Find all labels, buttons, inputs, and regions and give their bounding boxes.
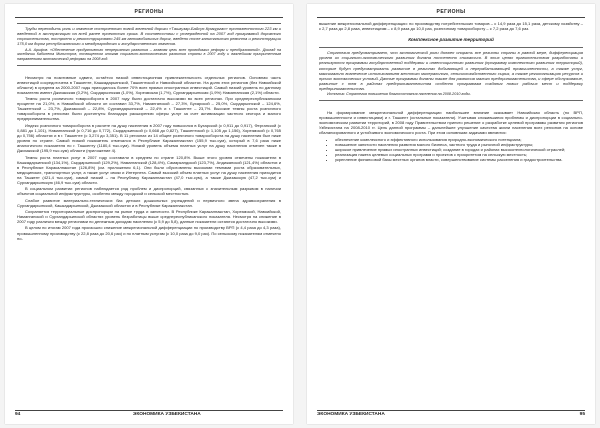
running-header-right: РЕГИОНЫ xyxy=(317,9,585,18)
paragraph: На формирование межрегиональной дифференциации наибольшее влияние оказывает Навоийская область (по ВРП, промышленности и инвестициям) и г. Ташкент (остальные показатели). Учитывая сложившиеся проблемы и диспропорции в социально-экономическом развитии территорий, в 2008 году Правительством принято решение о разработке целевой программы развития регионов Узбекистана на 2008-2010 гг. Цель данной программы – дальнейшее улучшение качества жизни населения всех регионов на основе сбалансированного и устойчивого экономического роста. При этом основными задачами являются: xyxy=(319,110,583,136)
list-item: • укрепление финансовой базы местных органов власти, совершенствование системы расселения и градостроительства. xyxy=(335,157,583,162)
list-item: • реализация пакета целевых социальных программ и проектов с приоритетом на сельскую местность; xyxy=(335,152,583,157)
intro-quote: Труды переходить роль и значение построенного новой железной дороги «Ташгузар-Байсун-Кумкурган» протяженностью 223 км и введенной в эксплуатацию на всей ранее проектного срока. В соответствии с утвержденной на 2007 год программой дорожного строительства, построено и реконструировано 245 км автомобильных дорог, введено после капитального ремонта и реконструкции 175,0 км дорог республиканского и международного и государственного значения. xyxy=(17,26,281,47)
paragraph: Индекс розничного товарооборота в расчете на душу населения в 2007 году повысился в Бухарской (с 0,911 до 0,917), Ферганской (с 0,881 до 1,101), Наманганской (с 0,716 до 0,772), Сырдарьинской (с 0,668 до 0,827), Ташкентской (с 1,105 до 1,156), Хорезмской (с 0,765 до 0,756) областях и в г. Ташкенте (с 3,274 до 3,351). В 11 регионах из 14 общее розничного товарооборота на душу населения был ниже уровня по стране. Самый низкий показатель отмечался в Республике Каракалпакстан (155,9 тыс.сум), который в 7,6 раза ниже аналогичного показателя по г. Ташкенту (1180,4 тыс.сум). Низкий уровень объема платных услуг на душу населения отмечен также в Джизакской (195,9 тыс.сум) области (приложение 4). xyxy=(17,122,281,154)
journal-title-right: ЭКОНОМИКА УЗБЕКИСТАНА xyxy=(317,412,385,417)
running-footer-left xyxy=(15,410,283,419)
strategy-source: Источник: Стратегия повышения благосостояния населения на 2008-2010 годы. xyxy=(327,92,472,97)
quote-box-left xyxy=(17,23,281,66)
continued-paragraph: вышение межрегиональной дифференциации: по производству потребительских товаров – с 14,9 раза до 15,1 раза, детскому хозяйству – с 2,7 раза до 2,8 раза, инвестициям – с 8,9 раза до 10,0 раз, розничному товарообороту – с 7,2 раза до 7,6 раз. xyxy=(319,21,583,32)
paragraph: В социальном развитии регионов наблюдается ряд проблем и диспропорций, связанных с значительным разрывом в наличии объектов социальной инфраструктуры, особенно между городской и сельской местностью. xyxy=(17,186,281,197)
paragraph: Слабое развитие материально-технических баз детских дошкольных учреждений и первичного звена здравоохранения в Сурхандарьинской, Кашкадарьинской, Джизакской областях и в Республике Каракалпакстан. xyxy=(17,197,281,208)
journal-title-left: ЭКОНОМИКА УЗБЕКИСТАНА xyxy=(132,412,201,417)
left-page xyxy=(5,4,293,424)
running-header-left: РЕГИОНЫ xyxy=(15,9,283,18)
strategy-quote: Стратегия предусматривает, что экономической роли должен опирать все регионы страны в равной мере, дифференциация уровня их социально-экономического развития должна постепенно снижаться. В этих целях правительством разработаны и реализуются программы государственной поддержки и инвестиционного развития (программу комплексного развития территорий), которые будут предусматривать развитие в регионах добывающей и перерабатывающей промышленности, а также услуг, максимально вовлечение использованием местного минерального, сельскохозяйственного сырья, а также регионализацию ресурсов и прочих экономических условий. Данные программы должны также для развития малого предпринимательства, и сфере обслуживание, развитие с тем в районах предпринимательства особенно программам создания новых рабочих мест и поддержку предпринимательства. xyxy=(319,50,583,91)
page-number-right: 95 xyxy=(579,412,585,417)
paragraph: Темпы роста розничного товарооборота в 2007 году были достаточно высокими во всех регионах. При среднереспубликанском проценте на 21,0%, в Навоийской области он составил 33,7%, Наманганской – 27,3%, Бухарской – 25,0%, Сырдарьинской – 124,6%, Ташкентской – 23,7%, Джизакской – 22,8%, Сурхандарьинской – 22,4% и г. Ташкенте – 23,7%. Высокие темпы роста розничного товарооборота в регионах были достигнуты благодаря расширению сферы услуг за счет активизации частного сектора и малого предпринимательства. xyxy=(17,96,281,122)
list-item: • широкое привлечение прямых иностранных инвестиций; создание в городах и районах высокотехнологической отраслей; xyxy=(335,147,583,152)
running-footer-right xyxy=(317,410,585,419)
right-page-body xyxy=(319,21,583,408)
paragraph: В целом по итогам 2007 года произошло снижение межрегиональной дифференциации по производству ВРП (с 4,4 раза до 4,3 раза), промышленному производству (с 22,8 раза до 20,6 раз) и по платным услугам (с 10,0 раза до 9,0 раз). По сельскому показателям отмечено по- xyxy=(17,225,281,241)
list-item: • повышение занятости населения развития малого бизнеса, частного труда и рыночной инфраструктуры; xyxy=(335,142,583,147)
left-page-body xyxy=(17,21,281,408)
page-number-left: 94 xyxy=(15,412,21,417)
task-list xyxy=(319,137,583,162)
section-title: Комплексное развитие территорий xyxy=(408,37,494,43)
right-page xyxy=(307,4,595,424)
quote-box-right xyxy=(319,47,583,101)
paragraph: Сохраняется территориальные диспропорции на рынке труда и занятости. В Республике Каракалпакстан, Хорезмской, Навоийской, Наманганской и Сурхандарьинской областях уровень безработицы выше среднереспубликанского показателя. Несмотря на снижение в 2007 году различия между регионами по денежным доходам населения (с 5,9 до 5,8), данные показатели остаются достаточно высокими. xyxy=(17,209,281,225)
list-item: • обеспечение комплексного и эффективного использования природно-экономического потенциала; xyxy=(335,137,583,142)
paragraph: Несмотря на позитивные сдвиги, остаётся низкой инвестиционная привлекательность отдельных регионов. Основная часть инвестиций сосредоточена в Ташкенте, Кашкадарьинской, Ташкентской и Навоийской областях. На долю этих регионов (без Навоийской области) в среднем за 2000-2007 годы приходилось более 70% всех прямых иностранных инвестиций. Самый низкий уровень по данному показателю имеют Джизакская (0,2%), Сырдарьинская (1,0%), Хорезмская (1,7%), Сурхандарьинская (1,9%) Наманганская (2,1%) области. xyxy=(17,74,281,95)
paragraph: Темпы роста платных услуг в 2007 году составили в среднем по стране 120,8%. Выше этого уровня отмечены показатели в Кашкадарьинской (134,1%), Сырдарьинской (129,2%), Наманганской (128,4%), Самаркандской (123,7%), Андижанской (121,4%) областях и в Республике Каракалпакстан (126,8%) (см. приложения 6,1). Они были обусловлены высокими темпами роста образовательных, медицинских, транспортных услуг, а также услуг связи и Интернета. Самый высокий объем платных услуг на душу населения приходится на Ташкент (421,4 тыс.сум), самый низкий – на Республику Каракалпакстан (47,0 тыс.сум), а также Джизакскую (47,2 тыс.сум) и Сурхандарьинскую (46,9 тыс.сум) области. xyxy=(17,154,281,185)
quote-source: А.А. Арифов. «Обеспечение продуктивного непрерывного развития – главная цель всех проводимых реформ и преобразований». Доклад на заседании Кабинета Министров, посвященном итогам социально-экономического развития страны в 2007 году и важнейшим приоритетным направлениям экономической реформы на 2008 год. xyxy=(17,47,281,61)
